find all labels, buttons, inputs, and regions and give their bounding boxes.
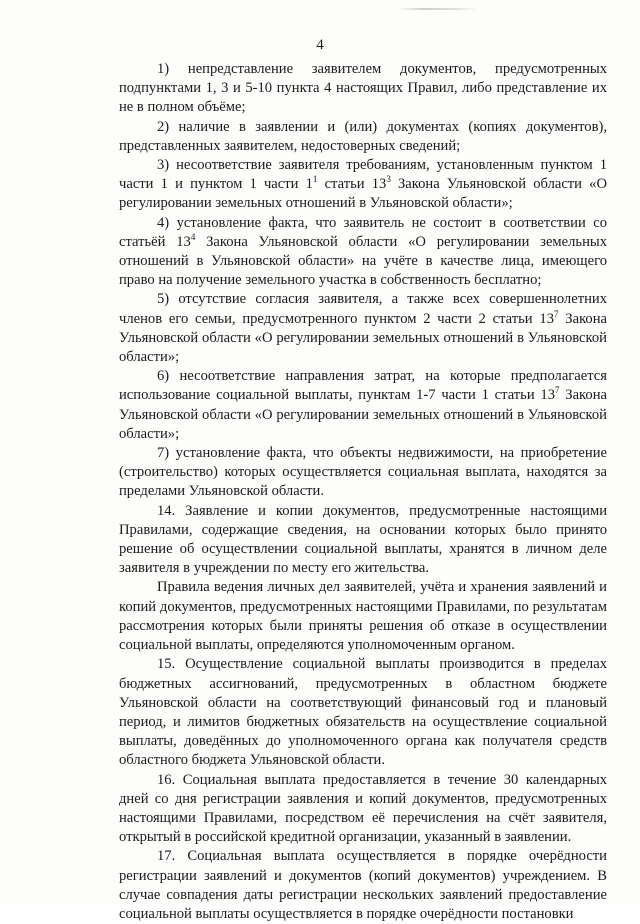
paragraph-text: Закона Ульяновской области «О регулировании земельных отношений в Ульяновской области»; [119,310,608,366]
paragraph-text: 3) несоответствие заявителя требованиям, установленным пунктом 1 части 1 и пунктом 1 части 1 [119,157,607,193]
paragraph-text: 14. Заявление и копии документов, предусмотренные настоящими Правилами, содержащие сведения, на основании которых было принято решение об осуществлении социальной выплаты, хранятся в личном деле заявителя в учреждении по месту его жительства. [119,502,607,577]
paragraph-text: 2) наличие в заявлении и (или) документах (копиях документов), представленных заявителем, недостоверных сведений; [119,118,607,154]
document-body [119,60,607,924]
paragraph-text: статьи 13 [317,176,387,193]
paragraph-text: Закона Ульяновской области «О регулировании земельных отношений в Ульяновской области»; [119,176,607,212]
paragraph [119,655,607,770]
superscript-index: 4 [190,231,196,242]
paragraph-text: 4) установление факта, что заявитель не состоит в соответствии со статьёй 13 [119,214,607,250]
paragraph [119,118,607,156]
paragraph-text: Закона Ульяновской области «О регулировании земельных отношений в Ульяновской области»; [119,387,607,442]
paragraph [119,502,607,579]
paragraph-text: 16. Социальная выплата предоставляется в течение 30 календарных дней со дня регистрации заявления и копий документов, предусмотренных настоящими Правилами, посредством её перечисления на счёт заявителя, открытый в российской кредитной организации, указанный в заявлении. [119,771,607,846]
superscript-index: 7 [554,308,559,319]
paragraph [119,771,607,848]
paragraph [119,444,607,502]
scan-artifact [398,8,478,10]
paragraph [119,847,607,924]
paragraph [119,60,607,118]
paragraph-text: 6) несоответствие направления затрат, на которые предполагается использование социальной выплаты, пунктам 1-7 части 1 статьи 13 [119,368,607,404]
paragraph-text: Правила ведения личных дел заявителей, учёта и хранения заявлений и копий документов, предусмотренных настоящими Правилами, по результатам рассмотрения которых были приняты решения об отказе в осуществлении социальной выплаты, определяются уполномоченным органом. [119,579,607,654]
superscript-index: 3 [386,174,391,185]
page-number: 4 [316,37,324,53]
superscript-index: 1 [312,174,318,185]
paragraph-text: Закона Ульяновской области «О регулировании земельных отношений в Ульяновской области» на учёте в качестве лица, имеющего право на получение земельного участка в собственность бесплатно; [119,233,607,289]
paragraph-text: 7) установление факта, что объекты недвижимости, на приобретение (строительство) которых осуществляется социальная выплата, находятся за пределами Ульяновской области. [119,445,607,500]
paragraph-text: 15. Осуществление социальной выплаты производится в пределах бюджетных ассигнований, предусмотренных в областном бюджете Ульяновской области на соответствующий финансовый год и плановый период, и лимитов бюджетных обязательств на осуществление социальной выплаты, доведённых до уполномоченного органа как получателя средств областного бюджета Ульяновской области. [119,656,607,769]
paragraph [119,578,607,655]
paragraph-text: 17. Социальная выплата осуществляется в порядке очерёдности регистрации заявлений и документов (копий документов) учреждением. В случае совпадения даты регистрации нескольких заявлений предоставление социальной выплаты осуществляется в порядке очерёдности постановки [119,848,607,922]
superscript-index: 7 [555,385,560,396]
paragraph-text: 1) непредставление заявителем документов, предусмотренных подпунктами 1, 3 и 5-10 пункта 4 настоящих Правил, либо представление их не в полном объёме; [119,61,607,116]
paragraph [119,156,607,214]
paragraph [119,367,607,444]
paragraph [119,290,607,367]
paragraph [119,214,607,291]
paragraph-text: 5) отсутствие согласия заявителя, а также всех совершеннолетних членов его семьи, предусмотренного пунктом 2 части 2 статьи 13 [119,291,607,327]
